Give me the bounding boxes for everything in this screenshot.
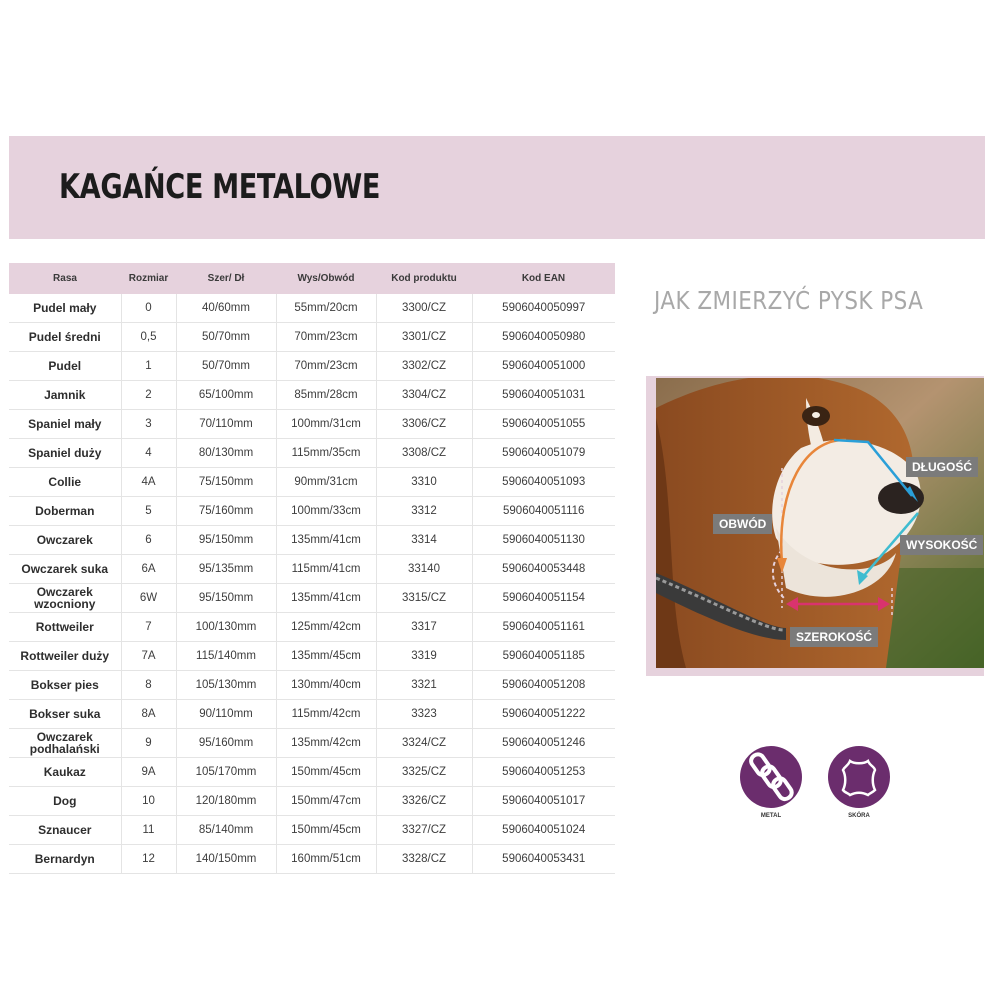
width-length-cell: 80/130mm bbox=[176, 439, 276, 468]
breed-cell: Bokser pies bbox=[9, 671, 121, 700]
breed-cell: Jamnik bbox=[9, 381, 121, 410]
product-code-cell: 3314 bbox=[376, 526, 472, 555]
breed-cell: Kaukaz bbox=[9, 758, 121, 787]
width-length-cell: 50/70mm bbox=[176, 352, 276, 381]
size-cell: 0,5 bbox=[121, 323, 176, 352]
width-length-cell: 40/60mm bbox=[176, 294, 276, 323]
width-label: SZEROKOŚĆ bbox=[790, 627, 878, 647]
table-row bbox=[9, 671, 615, 700]
width-length-cell: 120/180mm bbox=[176, 787, 276, 816]
header-banner bbox=[9, 136, 985, 239]
product-code-cell: 3325/CZ bbox=[376, 758, 472, 787]
ean-cell: 5906040051000 bbox=[472, 352, 615, 381]
product-code-cell: 3319 bbox=[376, 642, 472, 671]
product-code-cell: 3301/CZ bbox=[376, 323, 472, 352]
width-length-cell: 95/150mm bbox=[176, 526, 276, 555]
size-cell: 11 bbox=[121, 816, 176, 845]
ean-cell: 5906040051222 bbox=[472, 700, 615, 729]
metal-label: METAL bbox=[760, 813, 782, 819]
product-code-cell: 3308/CZ bbox=[376, 439, 472, 468]
height-circumference-cell: 100mm/31cm bbox=[276, 410, 376, 439]
size-cell: 9 bbox=[121, 729, 176, 758]
width-length-cell: 95/135mm bbox=[176, 555, 276, 584]
size-table-body bbox=[9, 294, 615, 874]
size-cell: 12 bbox=[121, 845, 176, 874]
ean-cell: 5906040051031 bbox=[472, 381, 615, 410]
table-row bbox=[9, 497, 615, 526]
leather-badge bbox=[828, 746, 890, 808]
width-length-cell: 75/150mm bbox=[176, 468, 276, 497]
size-cell: 0 bbox=[121, 294, 176, 323]
size-cell: 9A bbox=[121, 758, 176, 787]
column-header: Rasa bbox=[9, 263, 121, 294]
height-circumference-cell: 135mm/41cm bbox=[276, 526, 376, 555]
ean-cell: 5906040051079 bbox=[472, 439, 615, 468]
table-row bbox=[9, 700, 615, 729]
table-row bbox=[9, 787, 615, 816]
width-length-cell: 105/170mm bbox=[176, 758, 276, 787]
height-circumference-cell: 70mm/23cm bbox=[276, 352, 376, 381]
product-code-cell: 3326/CZ bbox=[376, 787, 472, 816]
table-row bbox=[9, 323, 615, 352]
breed-cell: Doberman bbox=[9, 497, 121, 526]
ean-cell: 5906040051116 bbox=[472, 497, 615, 526]
table-row bbox=[9, 758, 615, 787]
height-circumference-cell: 55mm/20cm bbox=[276, 294, 376, 323]
size-cell: 4A bbox=[121, 468, 176, 497]
table-row bbox=[9, 729, 615, 758]
size-cell: 8A bbox=[121, 700, 176, 729]
ean-cell: 5906040051185 bbox=[472, 642, 615, 671]
size-cell: 8 bbox=[121, 671, 176, 700]
table-row bbox=[9, 410, 615, 439]
column-header: Kod produktu bbox=[376, 263, 472, 294]
table-row bbox=[9, 381, 615, 410]
height-circumference-cell: 160mm/51cm bbox=[276, 845, 376, 874]
table-row bbox=[9, 439, 615, 468]
page-title: KAGAŃCE METALOWE bbox=[59, 167, 381, 207]
breed-cell: Sznaucer bbox=[9, 816, 121, 845]
breed-cell: Bokser suka bbox=[9, 700, 121, 729]
size-table-header bbox=[9, 263, 615, 294]
size-cell: 6A bbox=[121, 555, 176, 584]
ean-cell: 5906040053431 bbox=[472, 845, 615, 874]
ean-cell: 5906040050997 bbox=[472, 294, 615, 323]
height-circumference-cell: 125mm/42cm bbox=[276, 613, 376, 642]
breed-cell: Pudel średni bbox=[9, 323, 121, 352]
height-circumference-cell: 115mm/41cm bbox=[276, 555, 376, 584]
width-length-cell: 65/100mm bbox=[176, 381, 276, 410]
breed-cell: Pudel mały bbox=[9, 294, 121, 323]
height-circumference-cell: 135mm/42cm bbox=[276, 729, 376, 758]
width-length-cell: 50/70mm bbox=[176, 323, 276, 352]
height-circumference-cell: 115mm/35cm bbox=[276, 439, 376, 468]
breed-cell: Pudel bbox=[9, 352, 121, 381]
table-row bbox=[9, 526, 615, 555]
breed-cell: Collie bbox=[9, 468, 121, 497]
column-header: Kod EAN bbox=[472, 263, 615, 294]
height-circumference-cell: 85mm/28cm bbox=[276, 381, 376, 410]
product-code-cell: 3328/CZ bbox=[376, 845, 472, 874]
table-row bbox=[9, 613, 615, 642]
width-length-cell: 70/110mm bbox=[176, 410, 276, 439]
height-circumference-cell: 70mm/23cm bbox=[276, 323, 376, 352]
leather-label: SKÓRA bbox=[848, 813, 870, 819]
breed-cell: Owczarek wzocniony bbox=[9, 584, 121, 613]
product-code-cell: 3302/CZ bbox=[376, 352, 472, 381]
height-circumference-cell: 150mm/45cm bbox=[276, 816, 376, 845]
table-row bbox=[9, 294, 615, 323]
column-header: Szer/ Dł bbox=[176, 263, 276, 294]
table-row bbox=[9, 555, 615, 584]
ean-cell: 5906040051130 bbox=[472, 526, 615, 555]
height-circumference-cell: 150mm/47cm bbox=[276, 787, 376, 816]
product-code-cell: 3312 bbox=[376, 497, 472, 526]
ean-cell: 5906040051017 bbox=[472, 787, 615, 816]
product-code-cell: 3315/CZ bbox=[376, 584, 472, 613]
height-circumference-cell: 100mm/33cm bbox=[276, 497, 376, 526]
width-length-cell: 95/160mm bbox=[176, 729, 276, 758]
ean-cell: 5906040051024 bbox=[472, 816, 615, 845]
breed-cell: Owczarek podhalański bbox=[9, 729, 121, 758]
breed-cell: Spaniel mały bbox=[9, 410, 121, 439]
ean-cell: 5906040051246 bbox=[472, 729, 615, 758]
size-cell: 6 bbox=[121, 526, 176, 555]
product-code-cell: 3323 bbox=[376, 700, 472, 729]
product-code-cell: 3300/CZ bbox=[376, 294, 472, 323]
size-cell: 10 bbox=[121, 787, 176, 816]
breed-cell: Dog bbox=[9, 787, 121, 816]
size-cell: 5 bbox=[121, 497, 176, 526]
size-cell: 7A bbox=[121, 642, 176, 671]
size-table bbox=[9, 263, 615, 874]
measure-title: JAK ZMIERZYĆ PYSK PSA bbox=[654, 286, 924, 315]
width-length-cell: 100/130mm bbox=[176, 613, 276, 642]
table-row bbox=[9, 468, 615, 497]
width-length-cell: 140/150mm bbox=[176, 845, 276, 874]
metal-badge bbox=[740, 746, 802, 808]
ean-cell: 5906040051253 bbox=[472, 758, 615, 787]
table-row bbox=[9, 816, 615, 845]
product-code-cell: 3321 bbox=[376, 671, 472, 700]
leather-hide-icon bbox=[828, 746, 890, 808]
table-row bbox=[9, 642, 615, 671]
table-row bbox=[9, 845, 615, 874]
ean-cell: 5906040050980 bbox=[472, 323, 615, 352]
circumference-label: OBWÓD bbox=[713, 514, 772, 534]
breed-cell: Bernardyn bbox=[9, 845, 121, 874]
ean-cell: 5906040051154 bbox=[472, 584, 615, 613]
width-length-cell: 75/160mm bbox=[176, 497, 276, 526]
size-cell: 3 bbox=[121, 410, 176, 439]
chain-icon bbox=[740, 746, 802, 808]
product-code-cell: 3317 bbox=[376, 613, 472, 642]
width-length-cell: 95/150mm bbox=[176, 584, 276, 613]
width-length-cell: 115/140mm bbox=[176, 642, 276, 671]
table-row bbox=[9, 352, 615, 381]
product-code-cell: 3304/CZ bbox=[376, 381, 472, 410]
breed-cell: Rottweiler bbox=[9, 613, 121, 642]
length-label: DŁUGOŚĆ bbox=[906, 457, 978, 477]
breed-cell: Owczarek suka bbox=[9, 555, 121, 584]
size-cell: 1 bbox=[121, 352, 176, 381]
ean-cell: 5906040051161 bbox=[472, 613, 615, 642]
ean-cell: 5906040053448 bbox=[472, 555, 615, 584]
ean-cell: 5906040051055 bbox=[472, 410, 615, 439]
breed-cell: Spaniel duży bbox=[9, 439, 121, 468]
height-circumference-cell: 150mm/45cm bbox=[276, 758, 376, 787]
ean-cell: 5906040051208 bbox=[472, 671, 615, 700]
height-circumference-cell: 135mm/41cm bbox=[276, 584, 376, 613]
size-cell: 2 bbox=[121, 381, 176, 410]
product-code-cell: 3306/CZ bbox=[376, 410, 472, 439]
height-circumference-cell: 135mm/45cm bbox=[276, 642, 376, 671]
table-row bbox=[9, 584, 615, 613]
dog-muzzle-photo bbox=[656, 378, 984, 668]
size-cell: 6W bbox=[121, 584, 176, 613]
size-cell: 7 bbox=[121, 613, 176, 642]
height-circumference-cell: 130mm/40cm bbox=[276, 671, 376, 700]
column-header: Rozmiar bbox=[121, 263, 176, 294]
breed-cell: Owczarek bbox=[9, 526, 121, 555]
height-circumference-cell: 90mm/31cm bbox=[276, 468, 376, 497]
product-code-cell: 33140 bbox=[376, 555, 472, 584]
size-cell: 4 bbox=[121, 439, 176, 468]
height-label: WYSOKOŚĆ bbox=[900, 535, 983, 555]
height-circumference-cell: 115mm/42cm bbox=[276, 700, 376, 729]
column-header: Wys/Obwód bbox=[276, 263, 376, 294]
width-length-cell: 90/110mm bbox=[176, 700, 276, 729]
product-code-cell: 3324/CZ bbox=[376, 729, 472, 758]
product-code-cell: 3310 bbox=[376, 468, 472, 497]
ean-cell: 5906040051093 bbox=[472, 468, 615, 497]
width-length-cell: 85/140mm bbox=[176, 816, 276, 845]
breed-cell: Rottweiler duży bbox=[9, 642, 121, 671]
width-length-cell: 105/130mm bbox=[176, 671, 276, 700]
product-code-cell: 3327/CZ bbox=[376, 816, 472, 845]
